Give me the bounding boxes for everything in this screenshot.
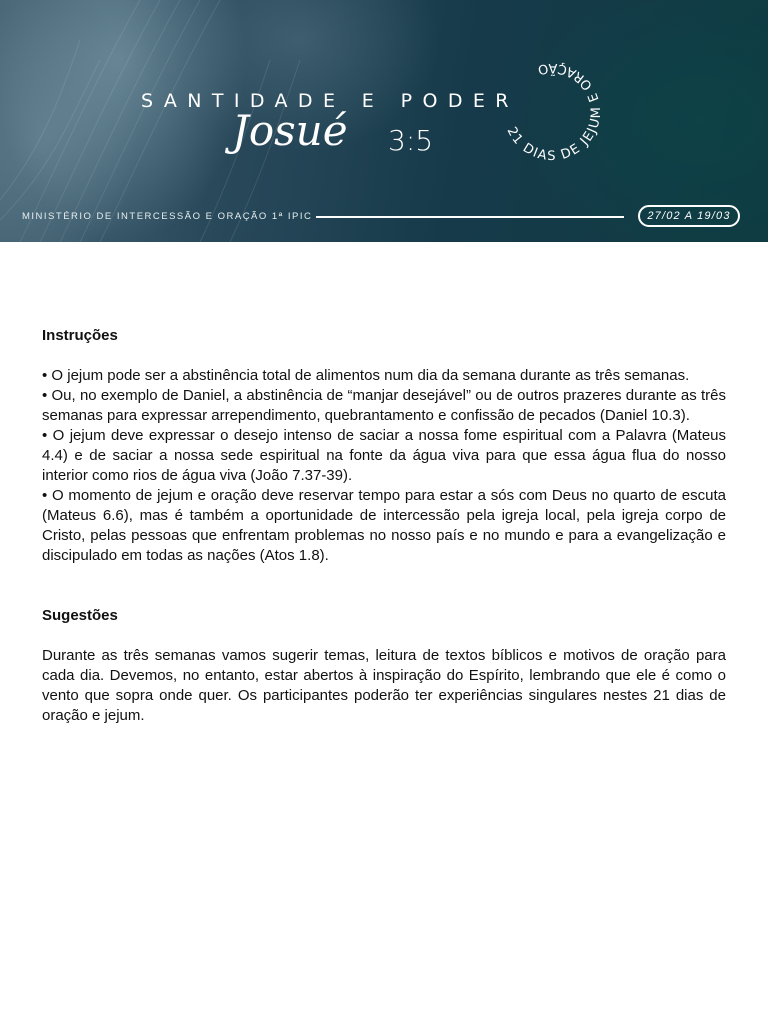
- banner-scripture-ref: 3:5: [388, 124, 434, 157]
- header-banner: [0, 0, 768, 242]
- seal-text: 21 DIAS DE JEJUM E ORAÇÃO: [503, 59, 605, 165]
- suggestions-body: Durante as três semanas vamos sugerir temas, leitura de textos bíblicos e motivos de oração para cada dia. Devemos, no entanto, estar abertos à inspiração do Espírito, lembrando que ele é como o vento que sopra onde quer. Os participantes poderão ter experiências singulares nestes 21 dias de oração e jejum.: [42, 647, 726, 724]
- instruction-item: • Ou, no exemplo de Daniel, a abstinência de “manjar desejável” ou de outros prazeres durante as três semanas para expressar arrependimento, quebrantamento e confissão de pecados (Daniel 10.3).: [42, 387, 726, 424]
- date-range-text: 27/02 A 19/03: [647, 210, 731, 222]
- date-range-badge: [638, 205, 740, 227]
- ministry-name: MINISTÉRIO DE INTERCESSÃO E ORAÇÃO 1ª IPIC: [22, 211, 313, 222]
- seal-circular-text: [492, 52, 612, 172]
- instruction-item: • O jejum deve expressar o desejo intenso de saciar a nossa fome espiritual com a Palavra (Mateus 4.4) e de saciar a nossa sede espiritual na fonte da água viva para que essa água flua do nosso interior como rios de água viva (João 7.37-39).: [42, 427, 726, 484]
- instructions-heading: Instruções: [42, 327, 118, 344]
- banner-script-title: Josué: [232, 106, 348, 155]
- divider-line: [316, 216, 624, 218]
- document-body: [42, 326, 726, 726]
- suggestions-heading: Sugestões: [42, 607, 118, 624]
- banner-title: SANTIDADE E PODER: [141, 90, 519, 112]
- instruction-item: • O jejum pode ser a abstinência total de alimentos num dia da semana durante as três semanas.: [42, 367, 690, 384]
- instruction-item: • O momento de jejum e oração deve reservar tempo para estar a sós com Deus no quarto de escuta (Mateus 6.6), mas é também a oportunidade de intercessão pela igreja local, pela igreja corpo de Cristo, pelas pessoas que enfrentam problemas no nosso país e no mundo e para a evangelização e discipulado em todas as nações (Atos 1.8).: [42, 487, 726, 564]
- svg-text:21 DIAS DE JEJUM E ORAÇÃO: [504, 60, 604, 164]
